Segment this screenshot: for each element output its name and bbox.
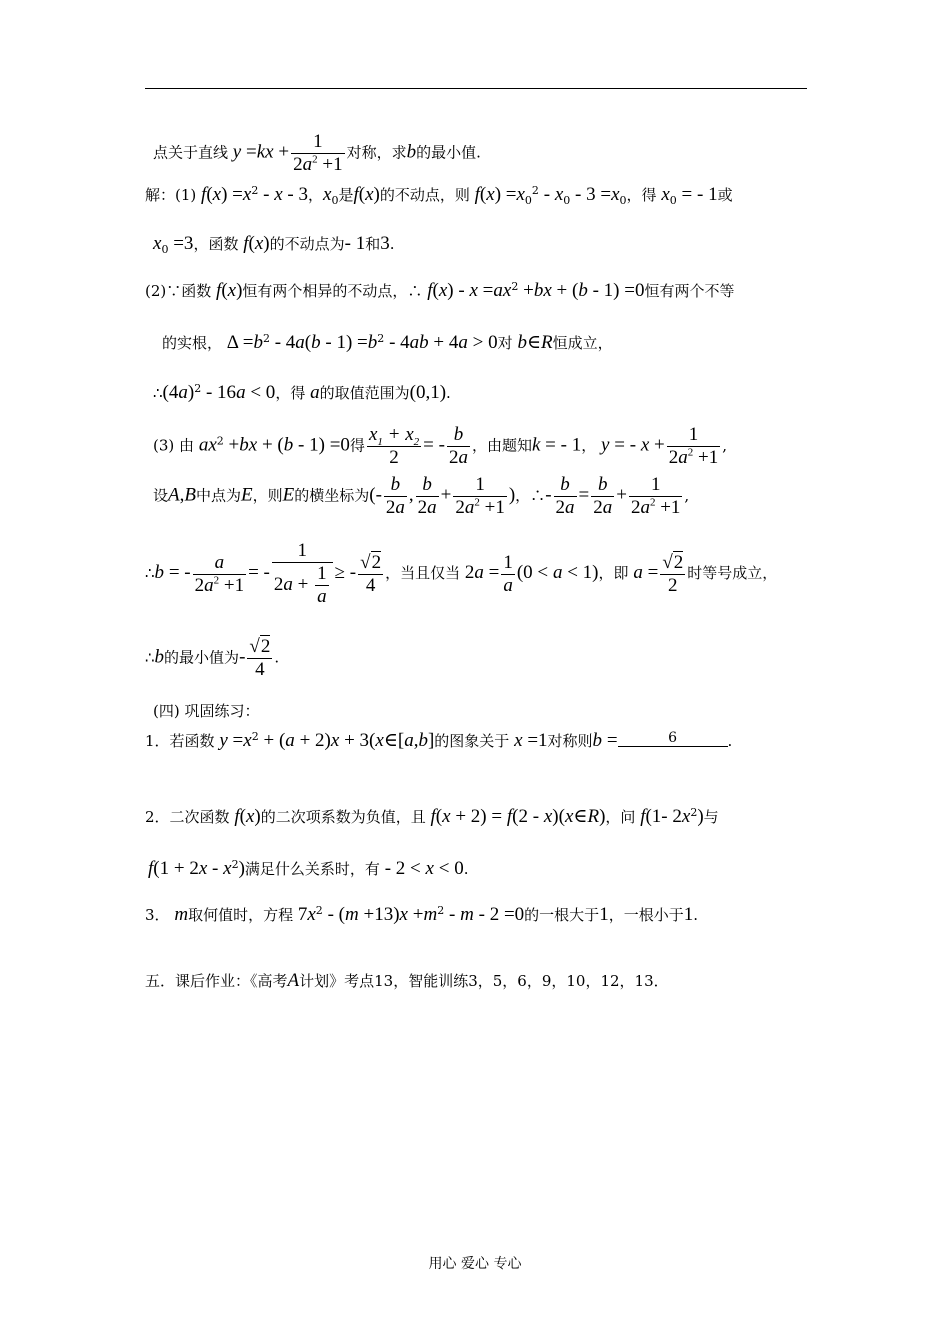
text: 计划》考点13，智能训练3，5，6，9，10，12，13．: [299, 972, 669, 990]
text: 五．课后作业：《高考: [145, 972, 288, 990]
text: 时等号成立，: [687, 564, 778, 582]
text: 恒有两个相异的不动点，∴: [242, 282, 423, 300]
text: 的最小值为: [164, 648, 240, 667]
text-line: (3) 由 $ax^2 +bx + (b - 1) =0$得 $\frac{x_1 + x_2}{2}$ = - $\frac{b}{2a}$ ，由题知k = - 1， y = - x + $\frac{1}{2a^2 +1}$ ,: [153, 424, 727, 468]
text: ，得: [626, 186, 657, 204]
text: 取何值时，方程: [188, 906, 294, 924]
text-line: 点关于直线 y =kx + $\frac{1}{2a^2 +1}$ 对称，求b的最小值.: [153, 131, 481, 175]
text: ，: [581, 436, 597, 455]
text: 3．: [145, 906, 170, 924]
exercise-1: 1．若函数 $y =x^2 + (a + 2)x$ + 3(x∈[a,b]的图象关于 x =1对称则b = 6 .: [145, 730, 733, 751]
exercise-3: 3． m取何值时，方程 $7x^2 - (m +13)x +m^2 - m - 2 =0$的一根大于1，一根小于1.: [145, 904, 698, 925]
text-line: $\therefore(4a)^2 - 16a < 0$，得 a的取值范围为(0,1).: [153, 382, 451, 403]
text: 恒有两个不等: [644, 282, 735, 300]
text: 的实根，: [162, 334, 223, 352]
text: ，则: [252, 486, 283, 505]
text-line: ∴b = - $\frac{a}{2a^2 +1}$ = - 1 2a + $\frac{1}{a}$ ≥ - $\frac{√2}{4}$ ，当且仅当 2a = $\frac{1}{a}$ (0 < a < 1)，即 a = $\frac{√2}{2}$ 时等号成立，: [145, 540, 778, 607]
text: 解：(1): [145, 186, 197, 204]
text: 设: [153, 486, 169, 505]
text: 与: [703, 808, 719, 826]
page-footer: 用心 爱心 专心: [428, 1256, 522, 1272]
text: ，问: [605, 808, 636, 826]
text: 1．若函数: [145, 732, 215, 750]
section-heading: (四) 巩固练习：: [153, 702, 260, 720]
text-line: ∴b的最小值为- $\frac{√2}{4}$ .: [145, 636, 280, 680]
text: 的不动点为: [269, 235, 345, 253]
text: 的二次项系数为负值，且: [260, 808, 426, 826]
text: ，即: [598, 564, 629, 582]
text-line: $f(1 + 2x - x^2)$满足什么关系时，有 - 2 < x < 0.: [148, 858, 469, 879]
text: ，得: [275, 384, 306, 402]
text: ，当且仅当: [385, 564, 461, 582]
text: 对称，求: [346, 143, 407, 162]
text-line: (2)∵函数 f(x)恒有两个相异的不动点，∴ $f(x) - x =ax^2 +bx + (b - 1) =0$恒有两个不等: [145, 280, 735, 301]
text: (3) 由: [153, 436, 195, 455]
text: ∴: [153, 384, 163, 402]
text: 得: [349, 436, 365, 455]
text: 2．二次函数: [145, 808, 230, 826]
text-line: 的实根， $\Delta =b^2 - 4a(b - 1) =b^2 - 4ab + 4a > 0$对 b∈R恒成立，: [162, 332, 613, 353]
text: 的不动点，则: [379, 186, 470, 204]
text: 对: [497, 334, 513, 352]
text: 和: [365, 235, 381, 253]
text: 的横坐标为: [294, 486, 370, 505]
text: (2)∵函数: [145, 282, 212, 300]
text: 恒成立，: [552, 334, 613, 352]
text-line: 设A,B中点为E，则E的横坐标为(- $\frac{b}{2a}$ , $\frac{b}{2a}$ + $\frac{1}{2a^2 +1}$ )，∴- $\frac{b}{2a}$ = $\frac{b}{2a}$ + $\frac{1}{2a^2 +1}$ ,: [153, 474, 690, 518]
text: 点关于直线: [153, 143, 229, 162]
text: 的最小值.: [416, 143, 481, 162]
text: ，由题知: [471, 436, 532, 455]
text: ∴: [145, 648, 155, 667]
text-line: 解：(1) $f(x) =x^2 - x - 3$，$x_0$是f(x)的不动点，则 $f(x) =x_0^2 - x_0 - 3 =x_0$，得 $x_0$ = - 1或: [145, 184, 733, 207]
text: 是: [338, 186, 354, 204]
text: 的取值范围为: [319, 384, 410, 402]
text: ，∴: [515, 486, 546, 505]
answer-blank: 6: [618, 730, 728, 747]
text: ，一根小于: [608, 906, 684, 924]
text: 中点为: [195, 486, 241, 505]
text: 的图象关于: [434, 732, 510, 750]
text: 满足什么关系时，有: [244, 860, 380, 878]
homework: 五．课后作业：《高考A计划》考点13，智能训练3，5，6，9，10，12，13．: [145, 970, 669, 991]
text: 对称则: [547, 732, 593, 750]
text-line: $x_0 =3$，函数 f(x)的不动点为- 1和3.: [153, 233, 395, 256]
text: ，函数: [193, 235, 239, 253]
text: ∴: [145, 564, 155, 582]
text: 的一根大于: [524, 906, 600, 924]
text: 或: [717, 186, 733, 204]
header-rule: [145, 88, 807, 89]
exercise-2: 2．二次函数 f(x)的二次项系数为负值，且 f(x + 2) = f(2 - x)(x∈R)，问 f(1- $2x^2$)与: [145, 806, 719, 827]
